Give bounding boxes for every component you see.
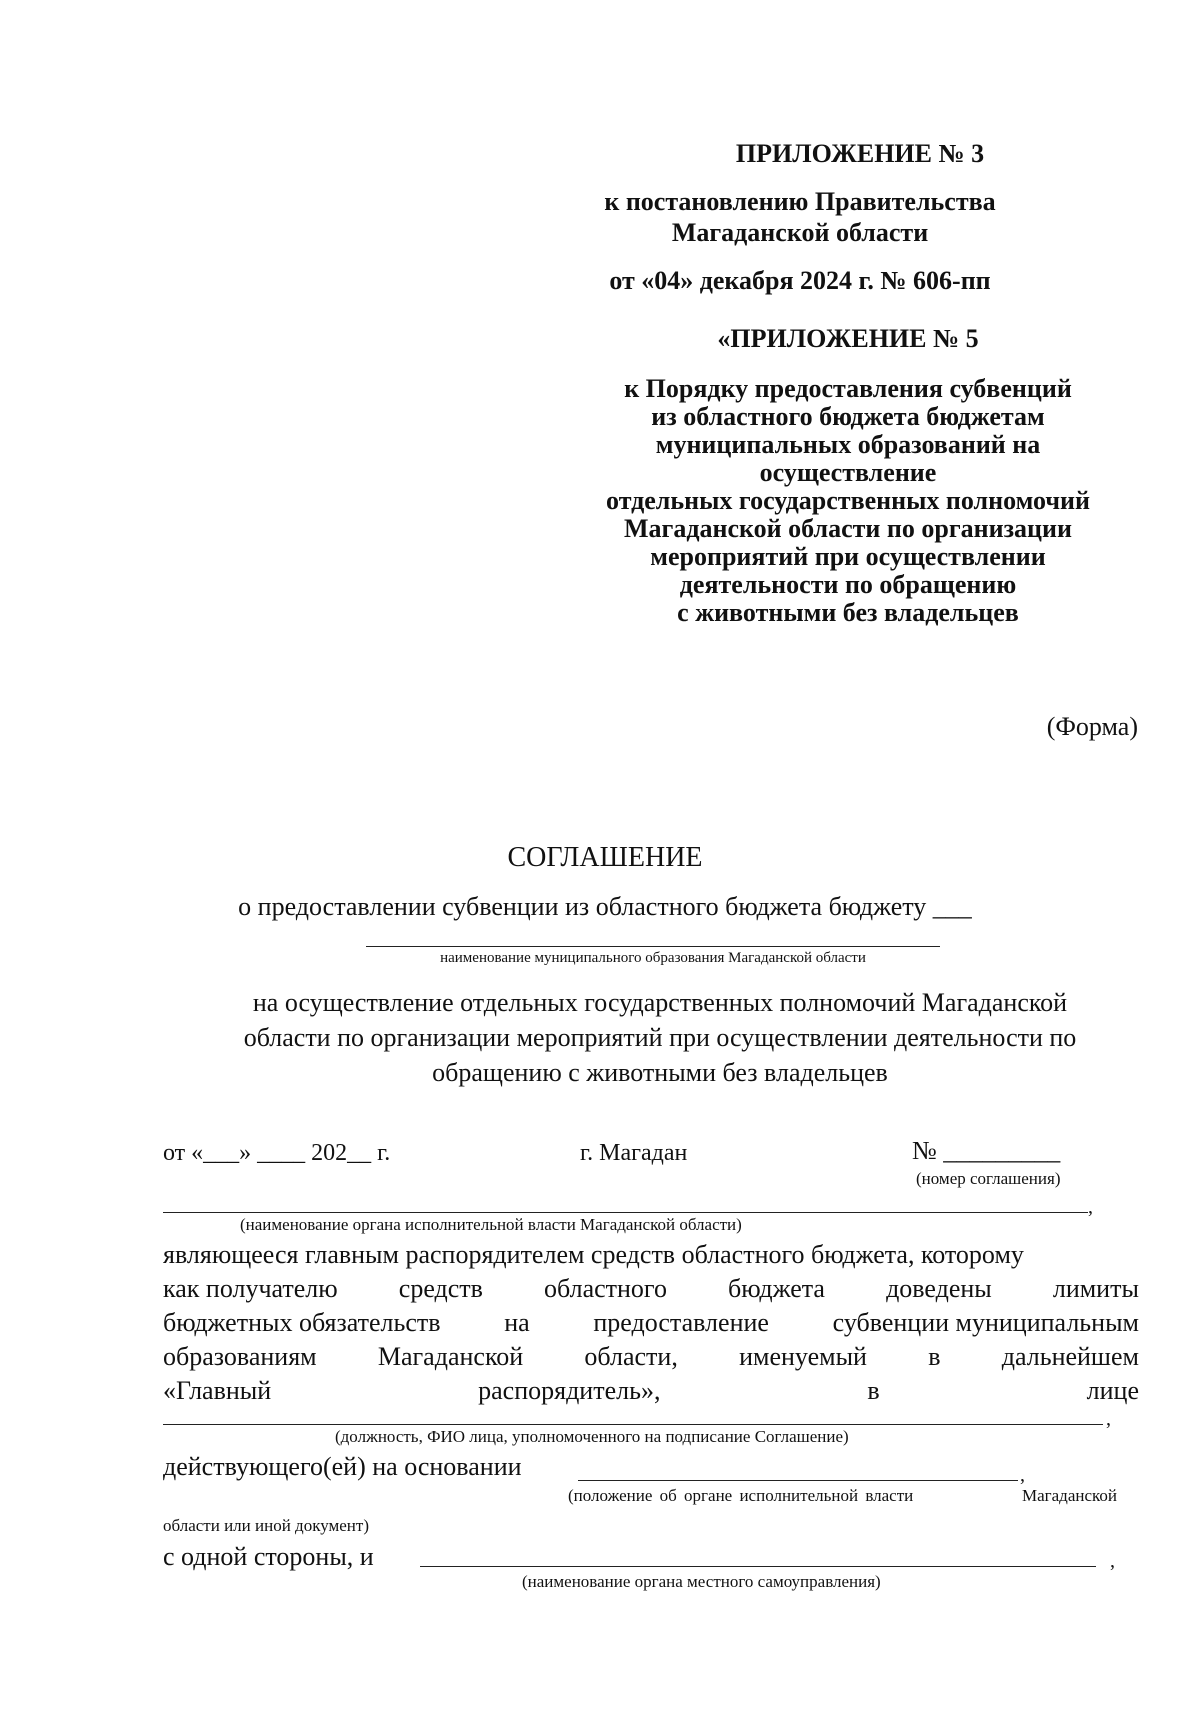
row-word: лимиты bbox=[1052, 1274, 1139, 1303]
row-word: лице bbox=[1086, 1376, 1139, 1405]
row-word: области, bbox=[584, 1342, 678, 1371]
order-line: осуществление bbox=[759, 458, 937, 487]
acting-basis-comma: , bbox=[1020, 1464, 1025, 1486]
form-label: (Форма) bbox=[1046, 712, 1138, 741]
order-line: Магаданской области по организации bbox=[624, 514, 1072, 543]
acting-basis-line bbox=[578, 1480, 1018, 1481]
paragraph-row-5 bbox=[163, 1374, 1139, 1407]
row-word: как получателю bbox=[163, 1274, 338, 1303]
purpose-line: области по организации мероприятий при осуществлении деятельности по bbox=[243, 1023, 1077, 1052]
basis-caption-line-2: области или иной документ) bbox=[163, 1516, 369, 1535]
order-line: с животными без владельцев bbox=[677, 598, 1019, 627]
agreement-date: от «___» ____ 202__ г. bbox=[163, 1140, 391, 1166]
basis-caption-2: Магаданской bbox=[1022, 1486, 1118, 1505]
order-line: к Порядку предоставления субвенций bbox=[624, 374, 1072, 403]
row-word: именуемый bbox=[739, 1342, 867, 1371]
appendix-title: ПРИЛОЖЕНИЕ № 3 bbox=[735, 139, 985, 168]
municipality-line bbox=[366, 946, 940, 947]
row-word: предоставление bbox=[593, 1308, 769, 1337]
row-word: на bbox=[504, 1308, 530, 1337]
row-word: образованиям bbox=[163, 1342, 317, 1371]
order-line: из областного бюджета бюджетам bbox=[651, 402, 1045, 431]
basis-caption-1: (положение об органе исполнительной власти bbox=[568, 1486, 914, 1505]
official-line-comma: , bbox=[1106, 1408, 1111, 1430]
paragraph-row-4 bbox=[163, 1340, 1139, 1373]
purpose-block bbox=[120, 985, 1200, 1090]
row-word: «Главный bbox=[163, 1376, 272, 1405]
order-line: муниципальных образований на bbox=[655, 430, 1041, 459]
municipality-caption: наименование муниципального образования Магаданской области bbox=[440, 950, 866, 966]
purpose-line: на осуществление отдельных государственных полномочий Магаданской bbox=[252, 988, 1068, 1017]
resolution-date: от «04» декабря 2024 г. № 606-пп bbox=[609, 266, 991, 295]
agreement-number-caption: (номер соглашения) bbox=[916, 1169, 1061, 1188]
paragraph-line-1: являющееся главным распорядителем средств областного бюджета, которому bbox=[163, 1240, 1024, 1269]
order-block bbox=[548, 375, 1148, 627]
local-gov-caption: (наименование органа местного самоуправления) bbox=[522, 1572, 881, 1591]
order-line: отдельных государственных полномочий bbox=[606, 486, 1090, 515]
agreement-city: г. Магадан bbox=[580, 1140, 688, 1166]
local-gov-line bbox=[420, 1566, 1096, 1567]
row-word: субвенции муниципальным bbox=[832, 1308, 1139, 1337]
purpose-line: обращению с животными без владельцев bbox=[432, 1058, 888, 1087]
row-word: средств bbox=[398, 1274, 483, 1303]
order-line: мероприятий при осуществлении bbox=[650, 542, 1046, 571]
paragraph-row-2 bbox=[163, 1272, 1139, 1305]
agreement-title: СОГЛАШЕНИЕ bbox=[507, 842, 703, 873]
organ-name-line bbox=[163, 1212, 1088, 1213]
resolution-line-2: Магаданской области bbox=[671, 218, 929, 247]
agreement-number: № _________ bbox=[912, 1136, 1061, 1165]
row-word: Магаданской bbox=[377, 1342, 524, 1371]
organ-line-comma: , bbox=[1088, 1196, 1093, 1218]
local-gov-comma: , bbox=[1110, 1550, 1115, 1572]
acting-basis-label: действующего(ей) на основании bbox=[163, 1452, 522, 1481]
agreement-subtitle: о предоставлении субвенции из областного бюджета бюджету ___ bbox=[238, 892, 972, 921]
row-word: областного bbox=[544, 1274, 667, 1303]
official-line bbox=[163, 1424, 1103, 1425]
paragraph-row-3 bbox=[163, 1306, 1139, 1339]
resolution-line-1: к постановлению Правительства bbox=[604, 187, 996, 216]
row-word: бюджетных обязательств bbox=[163, 1308, 441, 1337]
row-word: бюджета bbox=[728, 1274, 825, 1303]
row-word: доведены bbox=[886, 1274, 992, 1303]
row-word: распорядитель», bbox=[478, 1376, 661, 1405]
official-caption: (должность, ФИО лица, уполномоченного на подписание Соглашение) bbox=[335, 1427, 849, 1446]
one-side-label: с одной стороны, и bbox=[163, 1542, 374, 1571]
row-word: в bbox=[928, 1342, 941, 1371]
appendix5-title: «ПРИЛОЖЕНИЕ № 5 bbox=[717, 324, 979, 353]
row-word: дальнейшем bbox=[1001, 1342, 1139, 1371]
organ-caption: (наименование органа исполнительной власти Магаданской области) bbox=[240, 1215, 742, 1234]
order-line: деятельности по обращению bbox=[679, 570, 1017, 599]
row-word: в bbox=[867, 1376, 880, 1405]
